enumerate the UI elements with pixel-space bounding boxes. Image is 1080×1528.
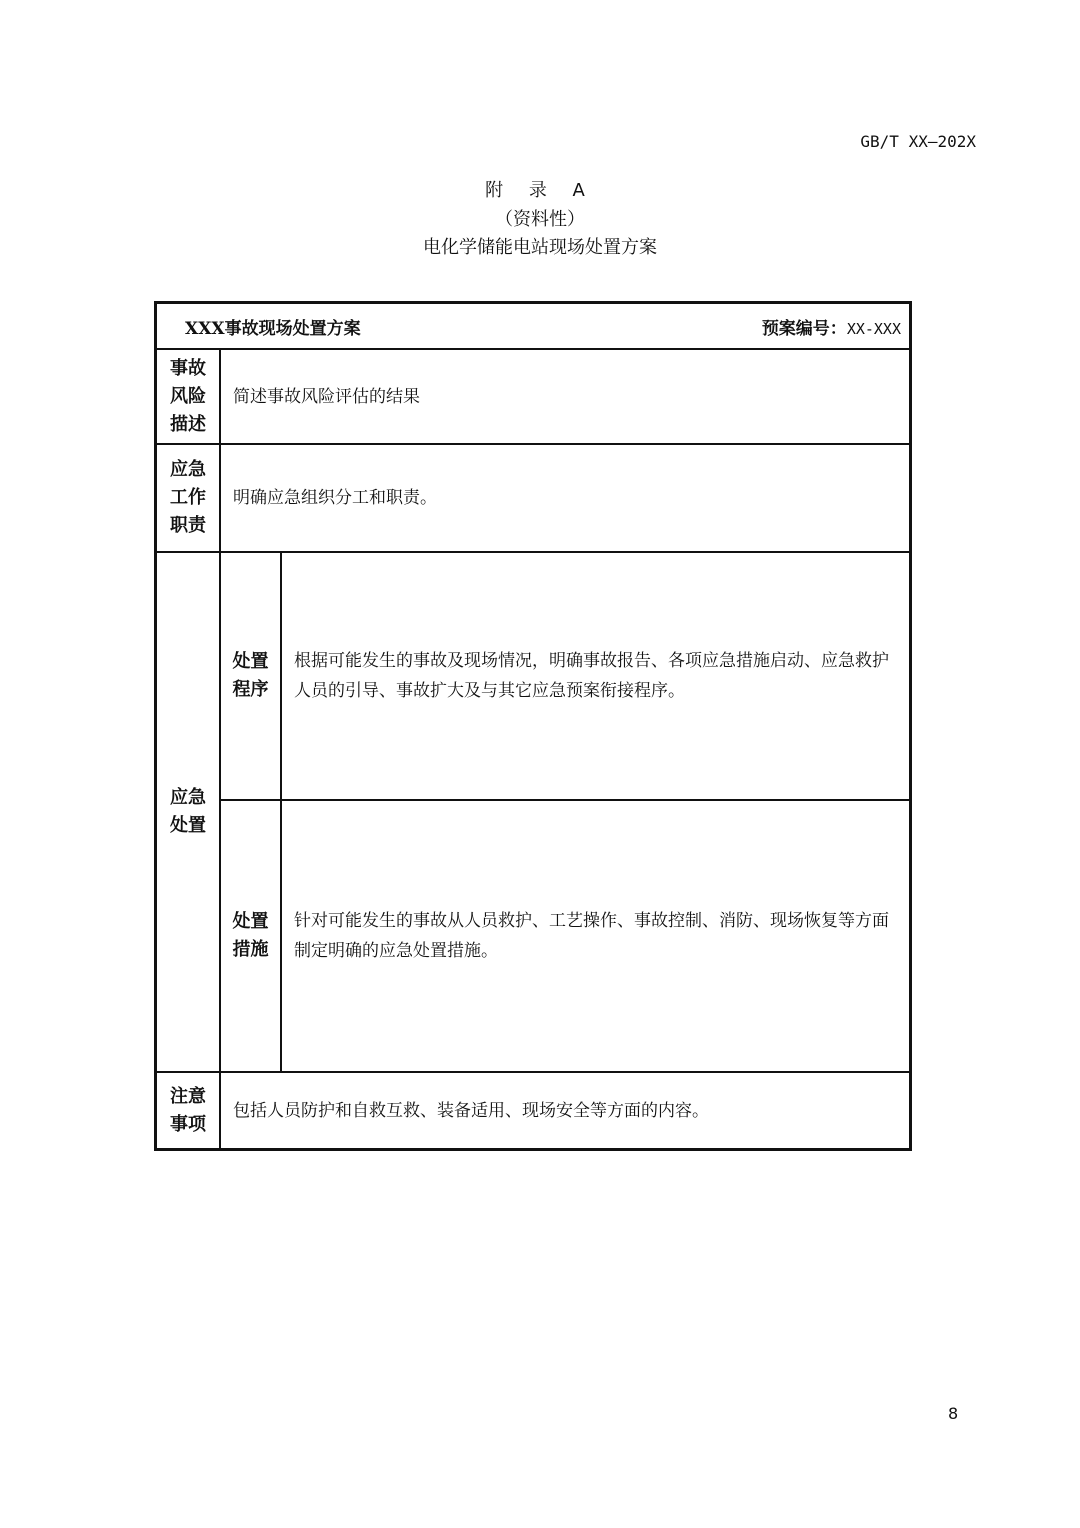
- measures-content: 针对可能发生的事故从人员救护、工艺操作、事故控制、消防、现场恢复等方面制定明确的应急处置措施。: [294, 911, 889, 961]
- duty-label-cell: [157, 445, 219, 551]
- procedure-content: 根据可能发生的事故及现场情况，明确事故报告、各项应急措施启动、应急救护人员的引导、事故扩大及与其它应急预案衔接程序。: [294, 651, 889, 701]
- duty-content: 明确应急组织分工和职责。: [233, 488, 437, 508]
- plan-title: XXX事故现场处置方案: [185, 318, 361, 339]
- notes-label-cell: [157, 1073, 219, 1148]
- plan-number-label: 预案编号：: [761, 318, 847, 339]
- notes-label: 注意事项: [170, 1085, 206, 1135]
- risk-content: 简述事故风险评估的结果: [233, 386, 420, 407]
- page-number: 8: [948, 1404, 959, 1423]
- notes-content: 包括人员防护和自救互救、装备适用、现场安全等方面的内容。: [233, 1100, 709, 1121]
- risk-label: 事故风险描述: [170, 357, 206, 435]
- appendix-nature: （资料性）: [495, 209, 585, 230]
- plan-table: [154, 301, 912, 1151]
- standard-code: GB/T XX—202X: [860, 132, 976, 151]
- procedure-label: 处置程序: [232, 651, 269, 700]
- duty-label: 应急工作职责: [170, 459, 206, 536]
- measures-label: 处置措施: [232, 911, 269, 960]
- plan-number: [762, 314, 901, 339]
- appendix-title: 电化学储能电站现场处置方案: [423, 237, 657, 258]
- appendix-label: 附 录 A: [485, 180, 595, 201]
- risk-label-cell: [157, 350, 219, 443]
- plan-number-value: XX-XXX: [846, 319, 901, 338]
- measures-label-cell: [221, 801, 280, 1071]
- procedure-label-cell: [221, 553, 280, 799]
- response-label: 应急处置: [170, 787, 206, 836]
- response-label-cell: [157, 553, 219, 1071]
- plan-title-row: [157, 304, 909, 348]
